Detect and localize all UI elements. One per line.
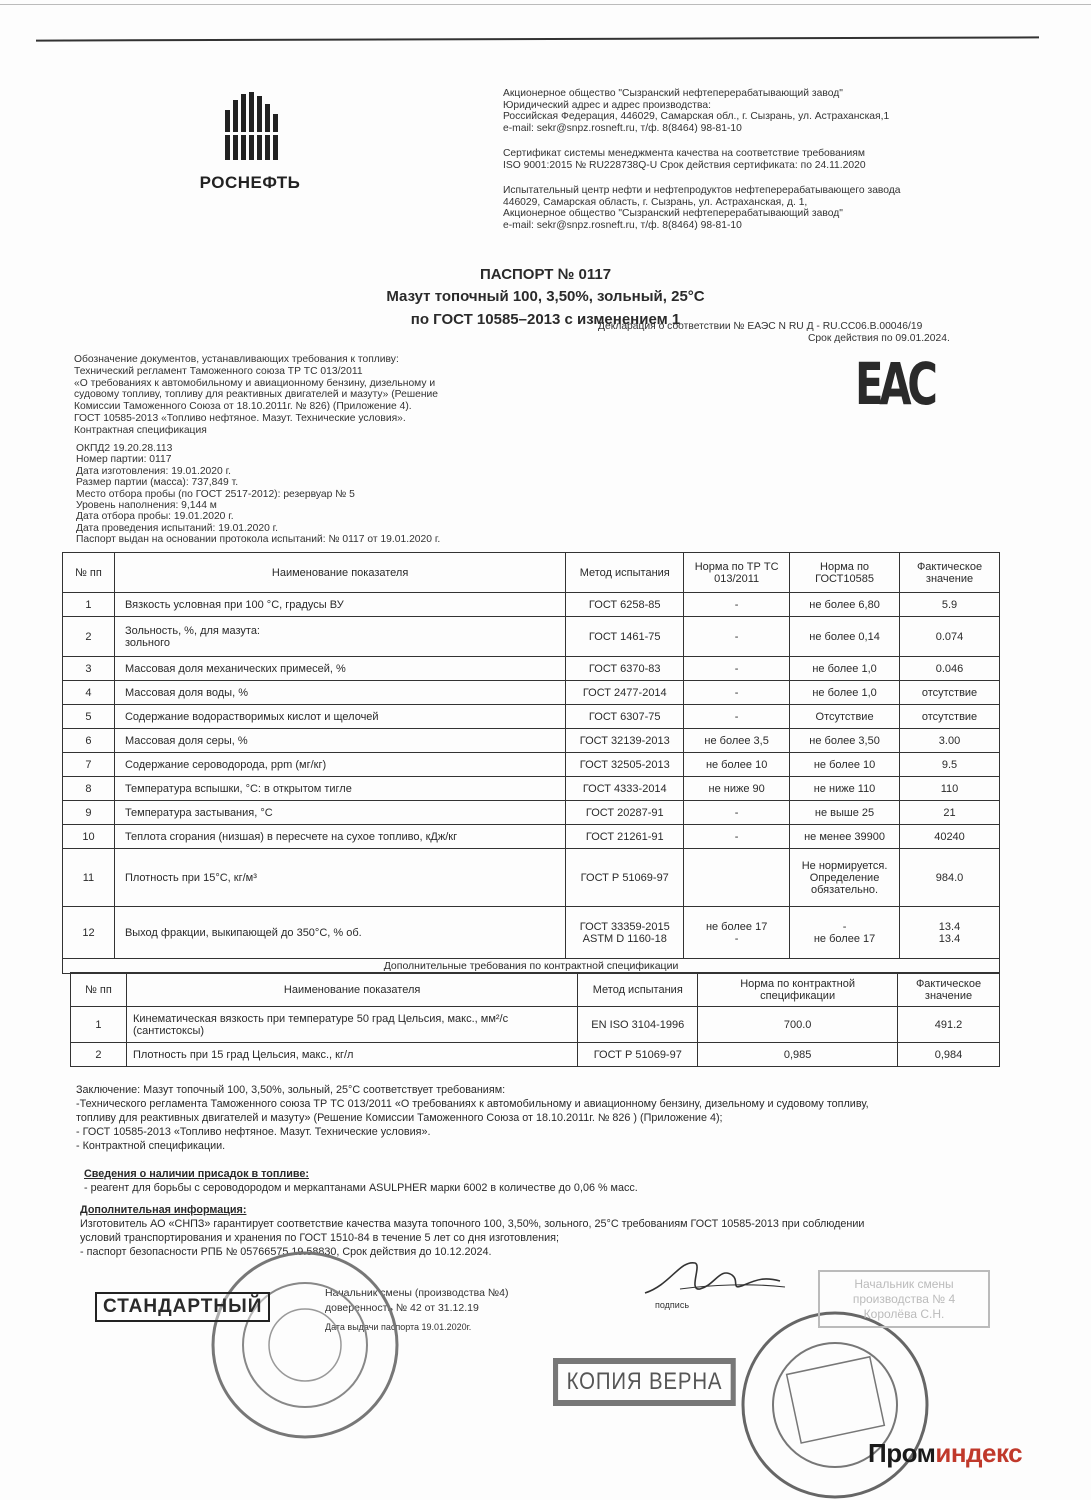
table-row [71,1007,1000,1043]
actual-value: 0.046 [900,657,1000,681]
extra-info-line: Изготовитель АО «СНПЗ» гарантирует соответствие качества мазута топочного 100, 3,50%, зольного, 25°С требованиям ГОСТ 10585-2013 при соблюдении [80,1218,865,1230]
watermark-part1: Пром [868,1438,936,1468]
header-rule [36,36,1039,41]
extra-info-line: условий транспортирования и хранения по ГОСТ 1510-84 в течение 5 лет со дня изготовления; [80,1232,559,1244]
test-method: ГОСТ 20287-91 [566,801,684,825]
actual-value: 110 [900,777,1000,801]
header-line: 446029, Самарская область, г. Сызрань, ул. Астраханская, д. 1, [503,196,808,208]
row-number: 1 [71,1007,127,1043]
indicator-name: Содержание сероводорода, ppm (мг/кг) [114,753,565,777]
row-number: 3 [63,657,115,681]
norm-gost: не более 0,14 [790,617,900,657]
col-method: Метод испытания [566,553,684,593]
doc-line: Контрактная спецификация [74,424,207,436]
doc-line: судовому топливу, топливу для реактивных двигателей и мазуту» (Решение [74,389,438,401]
declaration-line: Декларация о соответствии № ЕАЭС N RU Д - RU.СС06.В.00046/19 [598,321,923,332]
norm-trts: - [684,801,790,825]
doc-line: ГОСТ 10585-2013 «Топливо нефтяное. Мазут. Технические условия». [74,412,406,424]
conclusion-line: Заключение: Мазут топочный 100, 3,50%, зольный, 25°С соответствует требованиям: [76,1084,506,1096]
row-number: 9 [63,801,115,825]
test-method: ГОСТ 32139-2013 [566,729,684,753]
row-number: 10 [63,825,115,849]
table-row [63,593,1000,617]
conclusion-line: - ГОСТ 10585-2013 «Топливо нефтяное. Мазут. Технические условия». [76,1126,431,1138]
row-number: 4 [63,681,115,705]
norm-trts: не более 3,5 [684,729,790,753]
table-row [63,907,1000,959]
batch-line: Номер партии: 0117 [76,454,172,466]
table-row [63,729,1000,753]
indicator-name: Плотность при 15 град Цельсия, макс., кг/л [126,1043,577,1067]
norm-gost: не менее 39900 [790,825,900,849]
actual-value: 0.074 [900,617,1000,657]
table-row [63,777,1000,801]
col-norm-contract: Норма по контрактной спецификации [698,973,898,1007]
norm-contract: 0,985 [698,1043,898,1067]
col-method: Метод испытания [578,973,698,1007]
norm-trts: - [684,681,790,705]
col-indicator: Наименование показателя [114,553,565,593]
indicator-name: Зольность, %, для мазута: зольного [114,617,565,657]
test-method: ГОСТ 2477-2014 [566,681,684,705]
header-line: Сертификат системы менеджмента качества на соответствие требованиям [503,148,865,159]
company-header [503,88,901,231]
batch-line: Дата отбора пробы: 19.01.2020 г. [76,511,234,523]
actual-value: 984.0 [900,849,1000,907]
test-method: ГОСТ 32505-2013 [566,753,684,777]
row-number: 12 [63,907,115,959]
additives-line: - реагент для борьбы с сероводородом и меркаптанами ASULPHER марки 6002 в количестве до 0,06 % масс. [84,1182,638,1194]
norm-trts: - [684,593,790,617]
test-method: ГОСТ 6370-83 [566,657,684,681]
certified-copy-stamp: КОПИЯ ВЕРНА [553,1358,736,1406]
table-row [71,1043,1000,1067]
doc-line: Комиссии Таможенного Союза от 18.10.2011г. № 826) (Приложение 4). [74,401,412,413]
company-name: РОСНЕФТЬ [199,173,301,192]
batch-line: Размер партии (масса): 737,849 т. [76,477,239,489]
actual-value: 13.4 13.4 [900,907,1000,959]
indicator-name: Массовая доля воды, % [114,681,565,705]
header-line: Акционерное общество "Сызранский нефтеперерабатывающий завод" [503,88,843,99]
norm-trts [684,849,790,907]
signature-scribble [640,1255,790,1300]
indicator-name: Температура застывания, °С [114,801,565,825]
actual-value: отсутствие [900,681,1000,705]
table-row [63,849,1000,907]
table-row [63,617,1000,657]
batch-line: Уровень наполнения: 9,144 м [76,500,217,512]
quality-table [62,552,1000,974]
chief-stamp-line: Королёва С.Н. [863,1307,945,1321]
norm-gost: не выше 25 [790,801,900,825]
norm-gost: не более 10 [790,753,900,777]
actual-value: 40240 [900,825,1000,849]
rosneft-logo [190,92,310,193]
norm-gost: Не нормируется. Определение обязательно. [790,849,900,907]
standard-stamp: СТАНДАРТНЫЙ [95,1292,270,1322]
batch-line: Дата проведения испытаний: 19.01.2020 г. [76,522,279,534]
chief-stamp-line: Начальник смены [854,1277,954,1291]
rosneft-emblem-icon [221,92,279,164]
regulatory-documents [74,354,438,437]
row-number: 2 [63,617,115,657]
conclusion-line: - Контрактной спецификации. [76,1140,226,1152]
test-method: ГОСТ 33359-2015 ASTM D 1160-18 [566,907,684,959]
norm-trts: не ниже 90 [684,777,790,801]
header-line: e-mail: sekr@snpz.rosneft.ru, т/ф. 8(8464) 98-81-10 [503,122,742,134]
table-row [63,801,1000,825]
doc-line: Технический регламент Таможенного союза ТР ТС 013/2011 [74,365,363,377]
passport-title: ПАСПОРТ № 0117 [479,266,612,283]
header-line: Акционерное общество "Сызранский нефтеперерабатывающий завод" [503,208,843,219]
test-method: ГОСТ 1461-75 [566,617,684,657]
indicator-name: Массовая доля серы, % [114,729,565,753]
test-method: ГОСТ 6258-85 [566,593,684,617]
table-header-row [63,553,1000,593]
conclusion-line: топливу для реактивных двигателей и мазуту» (Решение Комиссии Таможенного Союза от 18.10.2011г. № 826 ) (Приложение 4); [76,1112,723,1124]
actual-value: 21 [900,801,1000,825]
actual-value: отсутствие [900,705,1000,729]
indicator-name: Кинематическая вязкость при температуре 50 град Цельсия, макс., мм²/с (сантистоксы) [126,1007,577,1043]
test-method: ГОСТ 21261-91 [566,825,684,849]
row-number: 2 [71,1043,127,1067]
proxy-line: доверенность № 42 от 31.12.19 [325,1302,479,1314]
test-method: ГОСТ Р 51069-97 [566,849,684,907]
table-row [63,657,1000,681]
col-number: № пп [63,553,115,593]
additives-title: Сведения о наличии присадок в топливе: [84,1168,310,1180]
norm-gost: Отсутствие [790,705,900,729]
batch-line: Дата изготовления: 19.01.2020 г. [76,465,231,477]
actual-value: 3.00 [900,729,1000,753]
table-row [63,753,1000,777]
chief-label: Начальник смены (производства №4) [325,1287,509,1299]
batch-line: Паспорт выдан на основании протокола испытаний: № 0117 от 19.01.2020 г. [76,534,441,546]
col-number: № пп [71,973,127,1007]
col-indicator: Наименование показателя [126,973,577,1007]
gost-standard: по ГОСТ 10585–2013 с изменением 1 [410,311,681,328]
header-line: Испытательный центр нефти и нефтепродуктов нефтеперерабатывающего завода [503,185,901,196]
batch-info [76,443,440,546]
table-row [63,681,1000,705]
norm-gost: не более 1,0 [790,657,900,681]
norm-gost: не более 3,50 [790,729,900,753]
batch-line: ОКПД2 19.20.28.113 [76,443,173,454]
indicator-name: Выход фракции, выкипающей до 350°С, % об. [114,907,565,959]
norm-trts: - [684,705,790,729]
company-seal-left [205,1245,405,1445]
signature-label: подпись [655,1300,690,1310]
top-border-line [0,4,1091,5]
indicator-name: Содержание водорастворимых кислот и щелочей [114,705,565,729]
col-actual: Фактическое значение [900,553,1000,593]
actual-value: 5.9 [900,593,1000,617]
section-label: Дополнительные требования по контрактной спецификации [63,959,1000,974]
norm-gost: - не более 17 [790,907,900,959]
indicator-name: Массовая доля механических примесей, % [114,657,565,681]
col-norm-gost: Норма по ГОСТ10585 [790,553,900,593]
norm-gost: не более 6,80 [790,593,900,617]
watermark-part2: индекс [935,1438,1023,1468]
row-number: 5 [63,705,115,729]
doc-line: «О требованиях к автомобильному и авиационному бензину, дизельному и [74,377,436,389]
extra-info-title: Дополнительная информация: [80,1204,247,1216]
row-number: 7 [63,753,115,777]
promindex-watermark [868,1438,1022,1469]
company-seal-right [735,1305,935,1500]
row-number: 1 [63,593,115,617]
indicator-name: Температура вспышки, °С: в открытом тигле [114,777,565,801]
header-line: e-mail: sekr@snpz.rosneft.ru, т/ф. 8(8464) 98-81-10 [503,219,742,231]
norm-trts: - [684,825,790,849]
col-actual: Фактическое значение [898,973,1000,1007]
header-line: ISO 9001:2015 № RU228738Q-U Срок действия сертификата: по 24.11.2020 [503,159,866,171]
issue-date: Дата выдачи паспорта 19.01.2020г. [325,1322,472,1332]
test-method: ГОСТ 6307-75 [566,705,684,729]
table-row [63,705,1000,729]
norm-trts: не более 10 [684,753,790,777]
extra-info-line: - паспорт безопасности РПБ № 05766575.19.58830, Срок действия до 10.12.2024. [80,1246,492,1258]
indicator-name: Вязкость условная при 100 °С, градусы ВУ [114,593,565,617]
declaration-validity: Срок действия по 09.01.2024. [808,333,950,344]
product-name: Мазут топочный 100, 3,50%, зольный, 25°С [386,288,705,305]
row-number: 6 [63,729,115,753]
norm-trts: - [684,617,790,657]
test-method: ГОСТ 4333-2014 [566,777,684,801]
table-header-row [71,973,1000,1007]
eac-mark: ЕАС [855,350,934,418]
row-number: 8 [63,777,115,801]
actual-value: 0,984 [898,1043,1000,1067]
header-line: Юридический адрес и адрес производства: [503,99,711,111]
norm-gost: не ниже 110 [790,777,900,801]
actual-value: 9.5 [900,753,1000,777]
chief-stamp-line: производства № 4 [852,1292,956,1306]
test-method: ГОСТ Р 51069-97 [578,1043,698,1067]
conclusion-line: -Технического регламента Таможенного союза ТР ТС 013/2011 «О требованиях к автомобильному и авиационному бензину, дизельному и судовому топливу, [76,1098,869,1110]
indicator-name: Теплота сгорания (низшая) в пересчете на сухое топливо, кДж/кг [114,825,565,849]
row-number: 11 [63,849,115,907]
doc-line: Обозначение документов, устанавливающих требования к топливу: [74,354,399,365]
conclusion-block [76,1083,976,1259]
indicator-name: Плотность при 15°С, кг/м³ [114,849,565,907]
test-method: EN ISO 3104-1996 [578,1007,698,1043]
norm-trts: не более 17 - [684,907,790,959]
actual-value: 491.2 [898,1007,1000,1043]
contract-spec-table [70,972,1000,1067]
col-norm-trts: Норма по ТР ТС 013/2011 [684,553,790,593]
header-line: Российская Федерация, 446029, Самарская обл., г. Сызрань, ул. Астраханская,1 [503,111,890,122]
batch-line: Место отбора пробы (по ГОСТ 2517-2012): резервуар № 5 [76,488,355,500]
norm-contract: 700.0 [698,1007,898,1043]
norm-trts: - [684,657,790,681]
norm-gost: не более 1,0 [790,681,900,705]
table-row [63,825,1000,849]
chief-stamp [818,1270,990,1328]
